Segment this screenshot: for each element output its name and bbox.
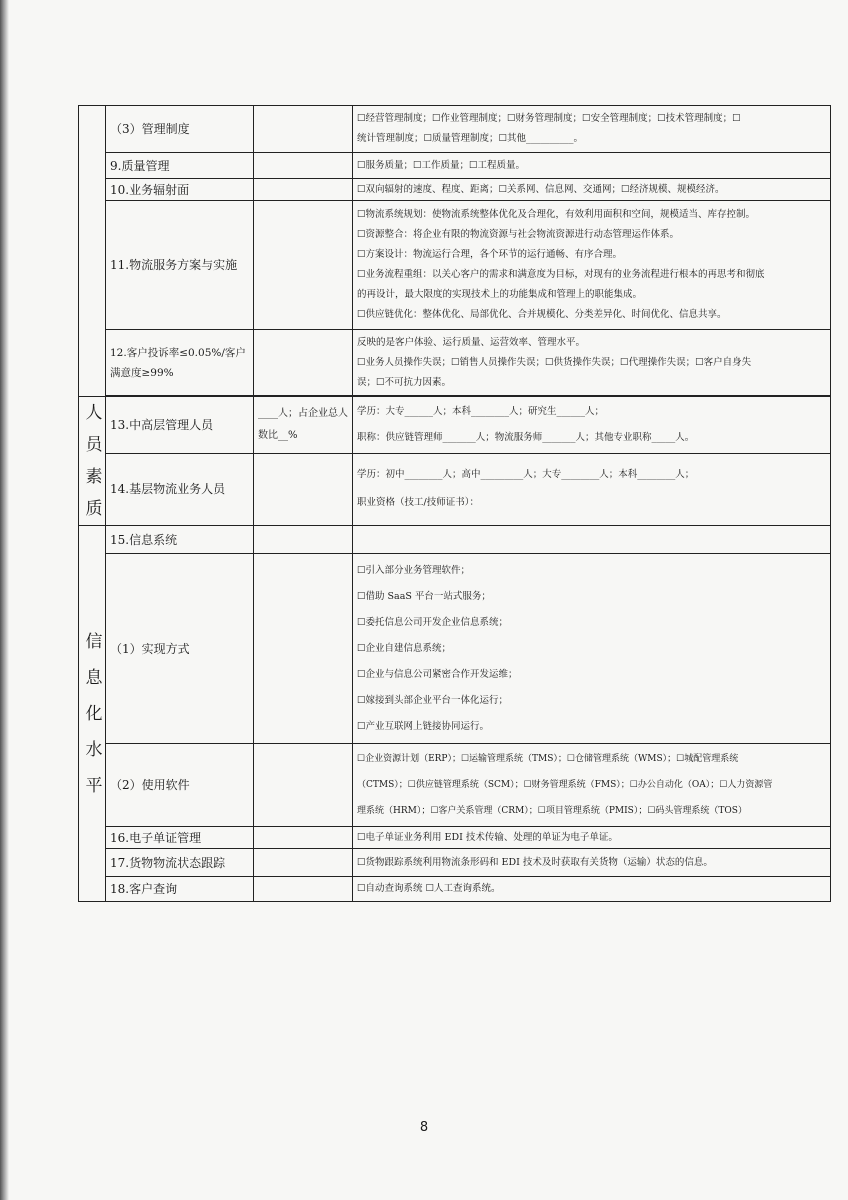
option-line: ☐货物跟踪系统利用物流条形码和 EDI 技术及时获取有关货物（运输）状态的信息。	[357, 856, 713, 868]
options-cell[interactable]	[353, 526, 831, 554]
category-informatization	[79, 526, 106, 902]
row-quality	[79, 153, 831, 179]
scan-edge	[0, 0, 9, 1200]
option-line: ☐产业互联网上链接协同运行。	[357, 720, 490, 732]
input-cell[interactable]	[254, 526, 353, 554]
options-cell[interactable]	[353, 554, 831, 744]
option-line: ☐业务人员操作失误；☐销售人员操作失误；☐供货操作失误；☐代理操作失误；☐客户自身失	[357, 356, 752, 368]
input-cell[interactable]	[254, 877, 353, 902]
row-service-plan	[79, 201, 831, 330]
item-label: 14.基层物流业务人员	[106, 453, 254, 525]
input-cell[interactable]	[254, 153, 353, 179]
item-label: 9.质量管理	[106, 153, 254, 179]
category-label: 人员素质	[85, 403, 103, 519]
category-personnel	[79, 397, 106, 526]
assessment-table	[78, 105, 831, 902]
options-cell[interactable]	[353, 330, 831, 396]
page-number: 8	[419, 1120, 429, 1135]
option-line: ☐方案设计：物流运行合理，各个环节的运行通畅、有序合理。	[357, 249, 623, 260]
row-impl	[79, 554, 831, 744]
options-cell[interactable]	[353, 877, 831, 902]
option-line: 学历：初中________人；高中_________人；大专________人；本科________人；	[357, 469, 695, 481]
options-cell[interactable]	[353, 827, 831, 849]
item-label: 12.客户投诉率≤0.05%/客户满意度≥99%	[106, 330, 254, 396]
options-cell[interactable]	[353, 179, 831, 201]
input-cell[interactable]	[254, 397, 353, 454]
row-software	[79, 744, 831, 827]
row-info-system	[79, 526, 831, 554]
option-line: ☐电子单证业务利用 EDI 技术传输、处理的单证为电子单证。	[357, 831, 618, 843]
options-cell[interactable]	[353, 397, 831, 454]
item-label: 16.电子单证管理	[106, 827, 254, 849]
item-label: 10.业务辐射面	[106, 179, 254, 201]
option-line: ☐经营管理制度；☐作业管理制度；☐财务管理制度；☐安全管理制度；☐技术管理制度；☐	[357, 113, 741, 124]
item-label: （3）管理制度	[106, 106, 254, 153]
row-complaint	[79, 330, 831, 396]
item-label: （1）实现方式	[106, 554, 254, 744]
row-edoc	[79, 827, 831, 849]
option-line: ☐嫁接到头部企业平台一体化运行；	[357, 694, 509, 706]
option-line: （CTMS）；☐供应链管理系统（SCM）；☐财务管理系统（FMS）；☐办公自动化（OA）；☐人力资源管	[357, 780, 773, 790]
option-line: ☐服务质量；☐工作质量；☐工程质量。	[357, 159, 526, 171]
category-continued	[79, 106, 106, 397]
options-cell[interactable]	[353, 201, 831, 330]
input-text: ____人；占企业总人数比__%	[258, 407, 348, 441]
option-line: ☐双向辐射的速度、程度、距离；☐关系网、信息网、交通网；☐经济规模、规模经济。	[357, 183, 725, 195]
input-cell[interactable]	[254, 554, 353, 744]
input-cell[interactable]	[254, 106, 353, 153]
option-line: ☐借助 SaaS 平台一站式服务；	[357, 590, 491, 602]
option-line: 的再设计，最大限度的实现技术上的功能集成和管理上的职能集成。	[357, 289, 643, 300]
option-line: 职称：供应链管理师_______人；物流服务师_______人；其他专业职称_____人。	[357, 431, 695, 443]
option-line: 学历：大专______人；本科________人；研究生______人；	[357, 405, 605, 417]
item-label: 13.中高层管理人员	[106, 397, 254, 454]
option-line: ☐企业与信息公司紧密合作开发运维；	[357, 668, 518, 680]
option-line: ☐自动查询系统 ☐人工查询系统。	[357, 883, 501, 894]
options-cell[interactable]	[353, 744, 831, 827]
row-tracking	[79, 849, 831, 877]
input-cell[interactable]	[254, 330, 353, 396]
options-cell[interactable]	[353, 153, 831, 179]
option-line: 职业资格（技工/技师证书）：	[357, 497, 479, 509]
options-cell[interactable]	[353, 106, 831, 153]
row-senior-staff	[79, 397, 831, 454]
item-label: 17.货物物流状态跟踪	[106, 849, 254, 877]
row-base-staff	[79, 453, 831, 525]
item-label: （2）使用软件	[106, 744, 254, 827]
row-coverage	[79, 179, 831, 201]
category-label: 信息化水平	[85, 631, 103, 796]
option-line: ☐物流系统规划：使物流系统整体优化及合理化，有效利用面积和空间，规模适当、库存控制。	[357, 209, 756, 220]
input-cell[interactable]	[254, 827, 353, 849]
options-cell[interactable]	[353, 453, 831, 525]
option-line: 理系统（HRM）；☐客户关系管理（CRM）；☐项目管理系统（PMIS）；☐码头管理系统（TOS）	[357, 806, 747, 816]
row-mgmt-system	[79, 106, 831, 153]
option-line: ☐企业资源计划（ERP）；☐运输管理系统（TMS）；☐仓储管理系统（WMS）；☐城配管理系统	[357, 754, 739, 764]
option-line: ☐企业自建信息系统；	[357, 642, 452, 654]
input-cell[interactable]	[254, 744, 353, 827]
input-cell[interactable]	[254, 179, 353, 201]
row-inquiry	[79, 877, 831, 902]
option-line: 反映的是客户体验、运行质量、运营效率、管理水平。	[357, 336, 586, 348]
item-label: 11.物流服务方案与实施	[106, 201, 254, 330]
option-line: ☐资源整合：将企业有限的物流资源与社会物流资源进行动态管理运作体系。	[357, 229, 680, 240]
option-line: ☐业务流程重组：以关心客户的需求和满意度为目标，对现有的业务流程进行根本的再思考和彻底	[357, 269, 765, 280]
input-cell[interactable]	[254, 453, 353, 525]
option-line: ☐引入部分业务管理软件；	[357, 564, 471, 576]
item-label: 18.客户查询	[106, 877, 254, 902]
option-line: 误；☐不可抗力因素。	[357, 376, 452, 388]
input-cell[interactable]	[254, 201, 353, 330]
option-line: ☐委托信息公司开发企业信息系统；	[357, 616, 509, 628]
item-label: 15.信息系统	[106, 526, 254, 554]
option-line: 统计管理制度；☐质量管理制度；☐其他__________。	[357, 133, 584, 144]
options-cell[interactable]	[353, 849, 831, 877]
input-cell[interactable]	[254, 849, 353, 877]
option-line: ☐供应链优化：整体优化、局部优化、合并规模化、分类差异化、时间优化、信息共享。	[357, 309, 727, 320]
